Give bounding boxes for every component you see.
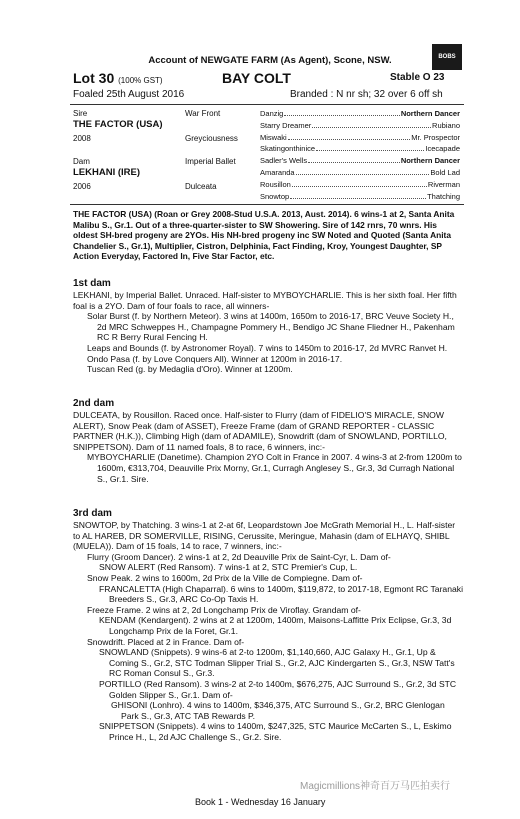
progeny-entry: Tuscan Red (g. by Medaglia d'Oro). Winner at 1200m. <box>87 364 293 375</box>
branded-info: Branded : N nr sh; 32 over 6 off sh <box>290 89 443 100</box>
ancestor-name: Rubiano <box>432 120 460 130</box>
divider <box>70 104 464 105</box>
divider <box>70 204 464 205</box>
dam-dam: Dulceata <box>185 182 217 191</box>
gst-note: (100% GST) <box>118 76 163 85</box>
grandparent-row <box>260 155 460 166</box>
third-dam-text <box>73 520 463 742</box>
ancestor-name: Icecapade <box>425 144 460 154</box>
page-footer: Book 1 - Wednesday 16 January <box>195 797 326 807</box>
sire-summary: THE FACTOR (USA) (Roan or Grey 2008-Stud U.S.A. 2013, Aust. 2014). 6 wins-1 at 2, Santa Anita Malibu S., Gr.1. Out of a three-quarter-sister to SW Showering. Sire of 142 rnrs, 70 wnrs. His oldest SH-bred progeny are 2YOs. His NH-bred progeny inc SW Noted and Quoted (Santa Anita Chandelier S., Gr.1), Multiplier, Cistron, Delphinia, Fact Finding, Kroy, Youngest Daughter, SP Action Everyday, Factored In, Five Star Factor, etc. <box>73 209 455 261</box>
second-dam-intro: DULCEATA, by Rousillon. Raced once. Half-sister to Flurry (dam of FIDELIO'S MIRACLE, SNOW ALERT), Snow Peak (dam of ASSET), Freeze Frame (dam of GRAND REPORTER - CLASSIC PARTNER (H.K.)), Climbing High (dam of ADAMILE), Snowdrift (dam of SNOWLAND, PORTILLO, SNIPPETSON). Dam of 11 named foals, 8 to race, 6 winners, inc:- <box>73 410 447 452</box>
grandsire-name: Rousillon <box>260 179 291 189</box>
grandparent-row <box>260 132 460 143</box>
grandparent-row <box>260 108 460 119</box>
sire-name: THE FACTOR (USA) <box>73 119 163 130</box>
watermark-text: Magicmillions神奇百万马匹拍卖行 <box>300 781 451 792</box>
progeny-entry: SNOWLAND (Snippets). 9 wins-6 at 2-to 1200m, $1,140,660, AJC Galaxy H., Gr.1, Up & Coming S., Gr.2, STC Todman Slipper Trial S., Gr.2, AJC Kindergarten S., Gr.3, NSW Tatt's RC Roman Consul S., Gr.3. <box>99 647 455 679</box>
second-dam-text <box>73 410 463 484</box>
third-dam-intro: SNOWTOP, by Thatching. 3 wins-1 at 2-at 6f, Leopardstown Joe McGrath Memorial H., L. Half-sister to AL HAREB, DR SOMERVILLE, RISING, Cerussite, Meringue, Mahasin (dam of ELHAYQ, SHIBL (MUELA)). Dam of 15 foals, 14 to race, 7 winners, inc:- <box>73 520 456 552</box>
grandsire-name: Snowtop <box>260 191 290 201</box>
leader-dots <box>312 120 431 128</box>
foaled-date: Foaled 25th August 2016 <box>73 89 185 100</box>
progeny-entry: KENDAM (Kendargent). 2 wins at 2 at 1200m, 1400m, Maisons-Laffitte Prix Eclipse, Gr.3, 3d Longchamp Prix de la Foret, Gr.1. <box>99 615 452 636</box>
ancestor-name: Bold Lad <box>430 168 460 177</box>
ancestor-name: Northern Dancer <box>400 156 460 166</box>
dam-sire: Imperial Ballet <box>185 157 236 166</box>
second-dam-heading: 2nd dam <box>73 398 115 409</box>
progeny-entry: MYBOYCHARLIE (Danetime). Champion 2YO Colt in France in 2007. 4 wins-3 at 2-from 1200m to 1600m, €313,704, Deauville Prix Morny, Gr.1, Curragh Anglesey S., Gr.3, 3d Curragh National S., Gr.1. Sire. <box>87 452 462 484</box>
progeny-entry: SNIPPETSON (Snippets). 4 wins to 1400m, $247,325, STC Maurice McCarten S., L, Eskimo Prince H., L, 2d AJC Challenge S., Gr.2. Sire. <box>99 721 452 742</box>
leader-dots <box>316 143 424 151</box>
first-dam-text <box>73 290 463 375</box>
third-dam-heading: 3rd dam <box>73 508 112 519</box>
leader-dots <box>284 108 399 116</box>
progeny-entry: Snow Peak. 2 wins to 1600m, 2d Prix de la Ville de Compiegne. Dam of- <box>87 572 363 583</box>
grandparent-row <box>260 191 460 202</box>
lot-number <box>73 70 163 86</box>
first-dam-intro: LEKHANI, by Imperial Ballet. Unraced. Half-sister to MYBOYCHARLIE. This is her sixth foal. Her fifth foal is a 2YO. Dam of four foals to race, all winners- <box>73 290 457 311</box>
ancestor-name: Northern Dancer <box>400 109 460 118</box>
ancestor-name: Riverman <box>427 179 460 189</box>
sire-sire: War Front <box>185 109 221 118</box>
grandparent-row <box>260 143 460 154</box>
progeny-entry: Freeze Frame. 2 wins at 2, 2d Longchamp Prix de Viroflay. Grandam of- <box>87 604 361 615</box>
stable-number: Stable O 23 <box>390 72 445 83</box>
leader-dots <box>288 132 411 140</box>
ancestor-name: Mr. Prospector <box>411 132 460 142</box>
progeny-entry: FRANCALETTA (High Chaparral). 6 wins to 1400m, $119,872, to 2017-18, Egmont RC Taranaki Breeders S., Gr.3, ARC Co-Op Taxis H. <box>99 583 463 605</box>
dam-name: LEKHANI (IRE) <box>73 167 141 178</box>
grandparent-row <box>260 179 460 190</box>
dam-year: 2006 <box>73 182 91 191</box>
leader-dots <box>308 155 400 163</box>
lot-label: Lot 30 <box>73 70 115 86</box>
grandsire-name: Starry Dreamer <box>260 120 312 130</box>
leader-dots <box>292 179 427 187</box>
bobs-logo: BOBS <box>432 44 462 70</box>
progeny-entry: Flurry (Groom Dancer). 2 wins-1 at 2, 2d Deauville Prix de Saint-Cyr, L. Dam of- <box>87 551 391 562</box>
progeny-entry: SNOW ALERT (Red Ransom). 7 wins-1 at 2, STC Premier's Cup, L. <box>99 562 358 573</box>
grandparent-row <box>260 167 460 178</box>
progeny-entry: Ondo Pasa (f. by Love Conquers All). Winner at 1200m in 2016-17. <box>87 353 343 364</box>
first-dam-heading: 1st dam <box>73 278 111 289</box>
horse-title: BAY COLT <box>222 70 291 86</box>
sire-label: Sire <box>73 109 88 118</box>
progeny-entry: PORTILLO (Red Ransom). 3 wins-2 at 2-to 1400m, $676,275, AJC Surround S., Gr.2, 3d STC Golden Slipper S., Gr.1. Dam of- <box>99 678 457 700</box>
sire-year: 2008 <box>73 134 91 143</box>
grandsire-name: Skatingonthinice <box>260 144 316 154</box>
leader-dots <box>290 191 426 199</box>
dam-label: Dam <box>73 157 90 166</box>
grandsire-name: Miswaki <box>260 132 287 142</box>
ancestor-name: Thatching <box>427 191 460 201</box>
sire-dam: Greyciousness <box>185 134 238 143</box>
leader-dots <box>296 167 430 175</box>
grandparent-row <box>260 120 460 131</box>
grandsire-name: Sadler's Wells <box>260 156 308 166</box>
progeny-entry: Solar Burst (f. by Northern Meteor). 3 wins at 1400m, 1650m to 2016-17, BRC Veuve Society H., 2d MRC Schweppes H., Champagne Pommery H., Bendigo JC Shane Fliedner H., Pakenham RC R Berry Rural Fencing H. <box>87 311 455 343</box>
progeny-entry: Leaps and Bounds (f. by Astronomer Royal). 7 wins to 1450m to 2016-17, 2d MVRC Ranvet H. <box>87 342 448 353</box>
progeny-entry: Snowdrift. Placed at 2 in France. Dam of- <box>87 636 245 647</box>
grandsire-name: Danzig <box>260 109 284 118</box>
progeny-entry: GHISONI (Lonhro). 4 wins to 1400m, $346,375, ATC Surround S., Gr.2, BRC Glenlogan Park S., Gr.3, ATC TAB Rewards P. <box>111 700 445 721</box>
account-line: Account of NEWGATE FARM (As Agent), Scone, NSW. <box>148 55 392 66</box>
grandsire-name: Amaranda <box>260 168 295 177</box>
